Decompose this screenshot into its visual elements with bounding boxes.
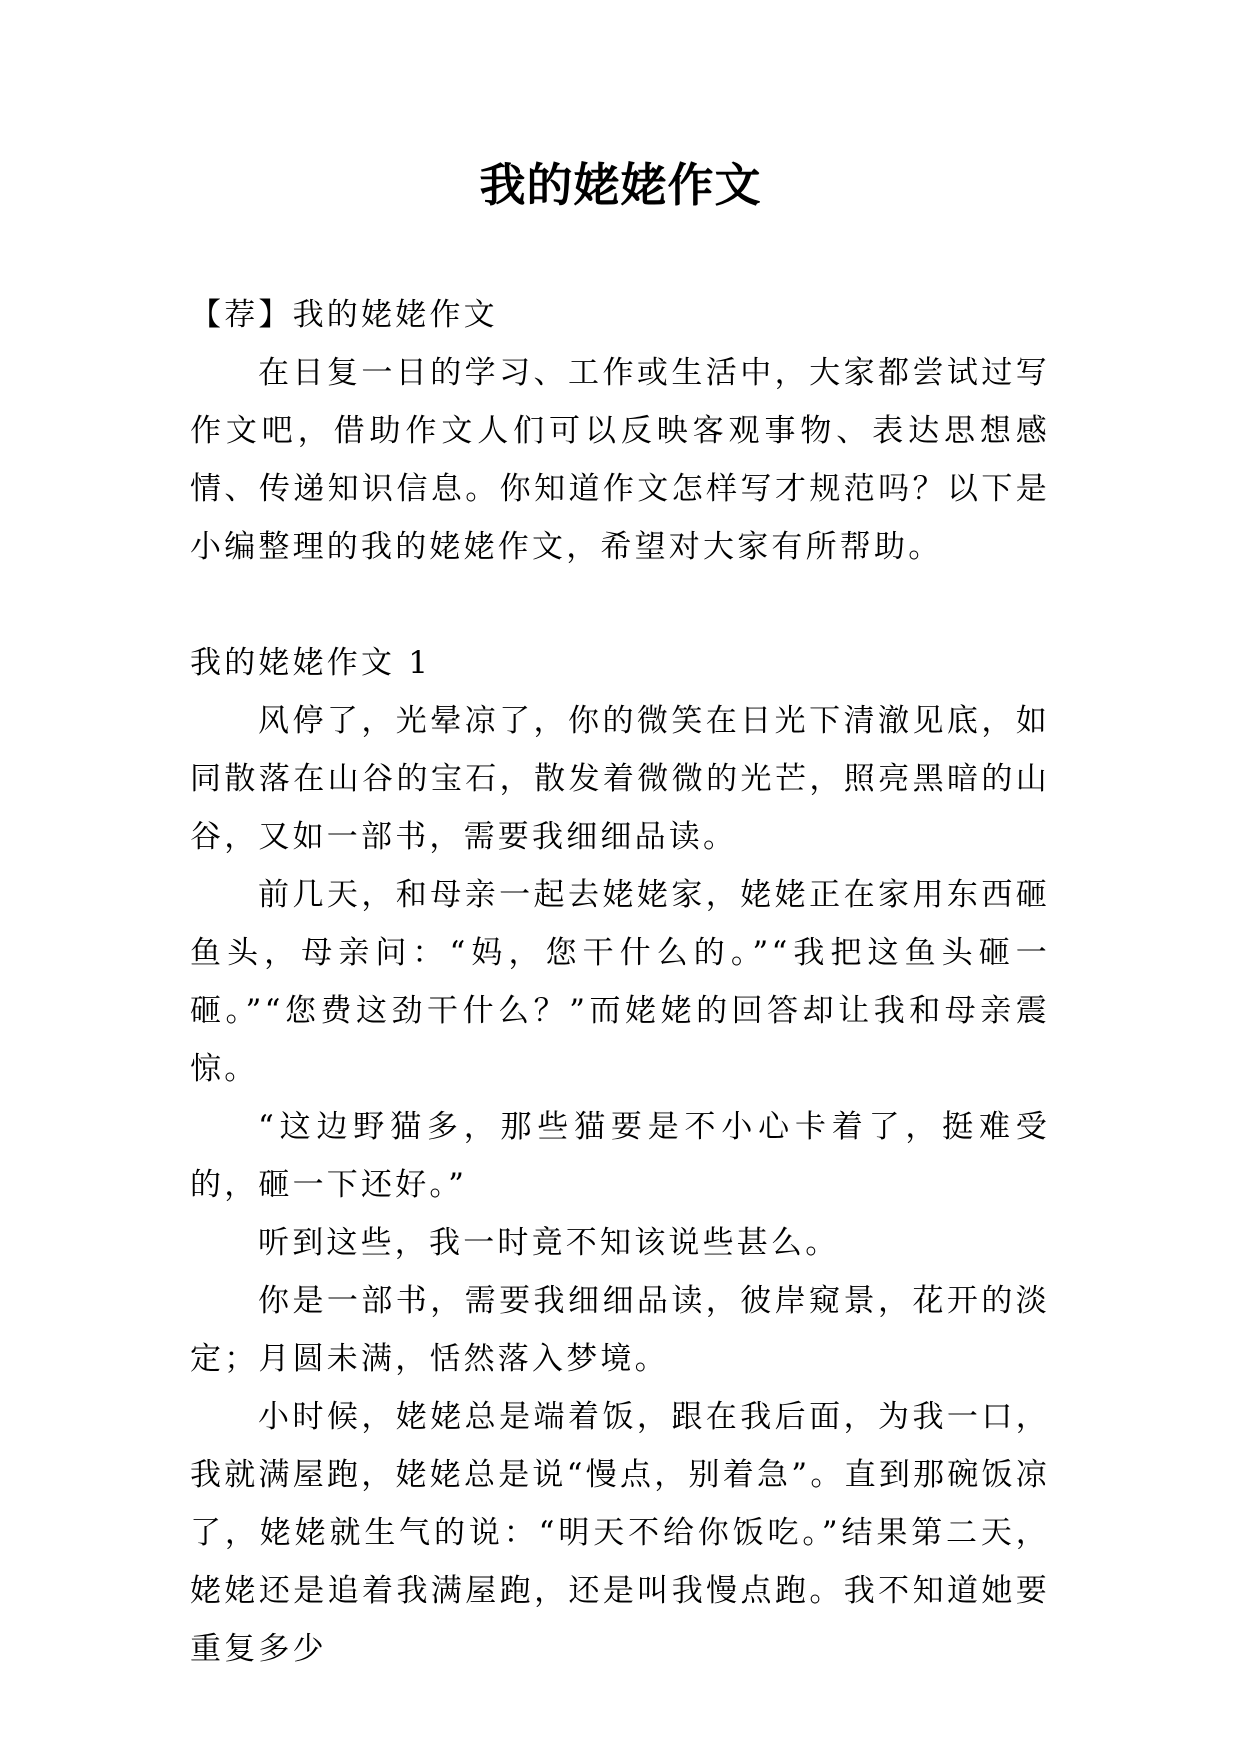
paragraph-6: 小时候，姥姥总是端着饭，跟在我后面，为我一口，我就满屋跑，姥姥总是说“慢点，别着急”。直到那碗饭凉了，姥姥就生气的说：“明天不给你饭吃。”结果第二天，姥姥还是追着我满屋跑，还是叫我慢点跑。我不知道她要重复多少 [190, 1399, 1050, 1667]
recommend-line: 【荐】我的姥姥作文 [190, 297, 498, 333]
section-heading: 我的姥姥作文 1 [190, 645, 432, 681]
paragraph-5: 你是一部书，需要我细细品读，彼岸窥景，花开的淡定；月圆未满，恬然落入梦境。 [190, 1283, 1050, 1377]
document-body [190, 286, 1050, 1678]
document-title: 我的姥姥作文 [479, 158, 762, 212]
paragraph-3: “这边野猫多，那些猫要是不小心卡着了，挺难受的，砸一下还好。” [190, 1109, 1050, 1203]
paragraph-1: 风停了，光晕凉了，你的微笑在日光下清澈见底，如同散落在山谷的宝石，散发着微微的光芒，照亮黑暗的山谷，又如一部书，需要我细细品读。 [190, 703, 1050, 855]
paragraph-2: 前几天，和母亲一起去姥姥家，姥姥正在家用东西砸鱼头，母亲问：“妈，您干什么的。”“我把这鱼头砸一砸。”“您费这劲干什么？”而姥姥的回答却让我和母亲震惊。 [190, 877, 1050, 1087]
section-gap [190, 576, 1050, 634]
paragraph-4: 听到这些，我一时竟不知该说些甚么。 [258, 1225, 840, 1261]
intro-paragraph: 在日复一日的学习、工作或生活中，大家都尝试过写作文吧，借助作文人们可以反映客观事物、表达思想感情、传递知识信息。你知道作文怎样写才规范吗？以下是小编整理的我的姥姥作文，希望对大家有所帮助。 [190, 355, 1050, 565]
